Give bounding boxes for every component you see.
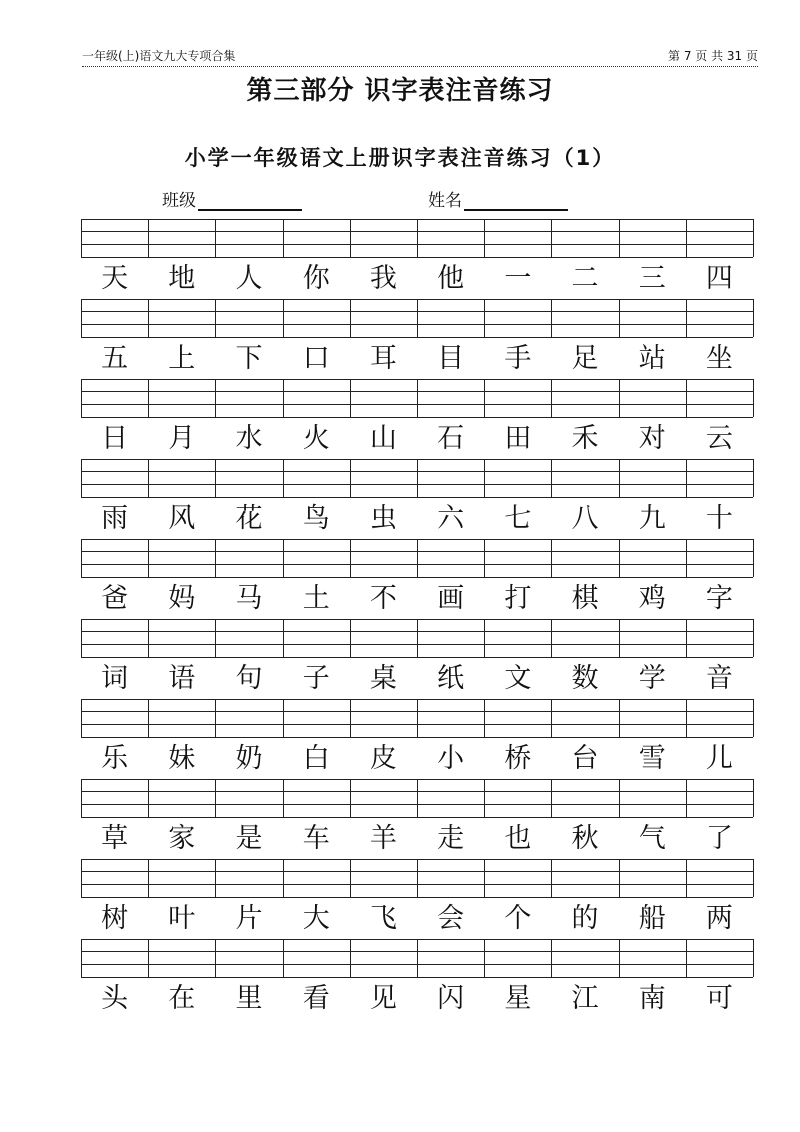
band-cell-divider: [686, 539, 687, 577]
hanzi-character: 妹: [168, 743, 196, 774]
hanzi-character: 家: [168, 823, 196, 854]
band-guide-line: [81, 417, 753, 418]
hanzi-character: 小: [437, 743, 465, 774]
band-cell-divider: [686, 459, 687, 497]
band-cell-divider: [283, 939, 284, 977]
hanzi-character: 坐: [705, 343, 733, 374]
hanzi-character: 个: [504, 903, 532, 934]
band-cell-divider: [619, 539, 620, 577]
pinyin-writing-band[interactable]: [81, 619, 753, 657]
band-cell-divider: [417, 299, 418, 337]
band-cell-divider: [551, 539, 552, 577]
hanzi-character: 看: [302, 983, 330, 1014]
hanzi-character: 会: [437, 903, 465, 934]
band-cell-divider: [283, 459, 284, 497]
hanzi-character: 八: [571, 503, 599, 534]
hanzi-character: 数: [571, 663, 599, 694]
hanzi-character: 羊: [369, 823, 397, 854]
band-cell-divider: [686, 779, 687, 817]
hanzi-character: 走: [437, 823, 465, 854]
band-cell-divider: [350, 779, 351, 817]
band-cell-divider: [417, 379, 418, 417]
band-cell-divider: [283, 859, 284, 897]
hanzi-character: 四: [705, 263, 733, 294]
hanzi-character: 棋: [571, 583, 599, 614]
pinyin-writing-band[interactable]: [81, 859, 753, 897]
hanzi-character: 飞: [369, 903, 397, 934]
band-guide-line: [81, 577, 753, 578]
band-cell-divider: [484, 219, 485, 257]
hanzi-character: 下: [235, 343, 263, 374]
pinyin-writing-band[interactable]: [81, 779, 753, 817]
hanzi-character: 九: [638, 503, 666, 534]
hanzi-character: 爸: [101, 583, 129, 614]
band-cell-divider: [417, 539, 418, 577]
band-cell-divider: [148, 699, 149, 737]
hanzi-character: 纸: [437, 663, 465, 694]
band-cell-divider: [215, 219, 216, 257]
hanzi-character: 桥: [504, 743, 532, 774]
band-cell-divider: [283, 699, 284, 737]
hanzi-character: 两: [705, 903, 733, 934]
band-cell-divider: [81, 379, 82, 417]
hanzi-character: 目: [437, 343, 465, 374]
hanzi-character: 妈: [168, 583, 196, 614]
hanzi-character: 树: [101, 903, 129, 934]
band-cell-divider: [215, 779, 216, 817]
hanzi-character: 儿: [705, 743, 733, 774]
band-cell-divider: [484, 939, 485, 977]
band-cell-divider: [148, 299, 149, 337]
character-row: [81, 579, 753, 619]
character-row: [81, 259, 753, 299]
hanzi-character: 耳: [369, 343, 397, 374]
band-cell-divider: [753, 379, 754, 417]
hanzi-character: 里: [235, 983, 263, 1014]
band-cell-divider: [619, 859, 620, 897]
band-cell-divider: [350, 539, 351, 577]
band-cell-divider: [417, 619, 418, 657]
band-cell-divider: [148, 619, 149, 657]
band-cell-divider: [619, 619, 620, 657]
band-cell-divider: [350, 459, 351, 497]
band-cell-divider: [215, 539, 216, 577]
band-cell-divider: [484, 619, 485, 657]
band-cell-divider: [148, 939, 149, 977]
band-cell-divider: [753, 859, 754, 897]
band-cell-divider: [81, 219, 82, 257]
character-row: [81, 339, 753, 379]
class-label: 班级: [162, 191, 196, 211]
section-title: 第三部分 识字表注音练习: [246, 76, 554, 106]
band-cell-divider: [283, 539, 284, 577]
band-cell-divider: [148, 219, 149, 257]
band-cell-divider: [551, 459, 552, 497]
hanzi-character: 口: [302, 343, 330, 374]
hanzi-character: 一: [504, 263, 532, 294]
hanzi-character: 马: [235, 583, 263, 614]
band-cell-divider: [215, 699, 216, 737]
pinyin-writing-band[interactable]: [81, 299, 753, 337]
band-cell-divider: [753, 779, 754, 817]
band-cell-divider: [484, 859, 485, 897]
hanzi-character: 人: [235, 263, 263, 294]
hanzi-character: 对: [638, 423, 666, 454]
band-cell-divider: [148, 779, 149, 817]
hanzi-character: 片: [235, 903, 263, 934]
band-cell-divider: [417, 939, 418, 977]
band-guide-line: [81, 497, 753, 498]
header-page-number: 第 7 页 共 31 页: [668, 49, 758, 63]
hanzi-character: 是: [235, 823, 263, 854]
hanzi-character: 见: [369, 983, 397, 1014]
band-cell-divider: [148, 459, 149, 497]
hanzi-character: 字: [705, 583, 733, 614]
hanzi-character: 鸟: [302, 503, 330, 534]
hanzi-character: 不: [369, 583, 397, 614]
pinyin-writing-band[interactable]: [81, 939, 753, 977]
hanzi-character: 闪: [437, 983, 465, 1014]
hanzi-character: 六: [437, 503, 465, 534]
band-cell-divider: [215, 459, 216, 497]
band-cell-divider: [686, 859, 687, 897]
hanzi-character: 鸡: [638, 583, 666, 614]
character-row: [81, 659, 753, 699]
hanzi-character: 手: [504, 343, 532, 374]
band-cell-divider: [619, 219, 620, 257]
band-cell-divider: [551, 779, 552, 817]
band-cell-divider: [350, 619, 351, 657]
band-cell-divider: [484, 379, 485, 417]
hanzi-character: 南: [638, 983, 666, 1014]
band-cell-divider: [551, 299, 552, 337]
character-row: [81, 739, 753, 779]
hanzi-character: 了: [705, 823, 733, 854]
character-row: [81, 899, 753, 939]
hanzi-character: 石: [437, 423, 465, 454]
band-guide-line: [81, 817, 753, 818]
hanzi-character: 乐: [101, 743, 129, 774]
band-cell-divider: [81, 779, 82, 817]
character-row: [81, 499, 753, 539]
hanzi-character: 学: [638, 663, 666, 694]
hanzi-character: 也: [504, 823, 532, 854]
band-cell-divider: [619, 299, 620, 337]
band-cell-divider: [215, 859, 216, 897]
character-row: [81, 419, 753, 459]
band-cell-divider: [81, 939, 82, 977]
hanzi-character: 画: [437, 583, 465, 614]
hanzi-character: 句: [235, 663, 263, 694]
pinyin-writing-band[interactable]: [81, 219, 753, 257]
name-label: 姓名: [428, 191, 462, 211]
hanzi-character: 奶: [235, 743, 263, 774]
band-cell-divider: [619, 939, 620, 977]
band-cell-divider: [484, 459, 485, 497]
hanzi-character: 禾: [571, 423, 599, 454]
hanzi-character: 在: [168, 983, 196, 1014]
hanzi-character: 站: [638, 343, 666, 374]
hanzi-character: 江: [571, 983, 599, 1014]
hanzi-character: 的: [571, 903, 599, 934]
band-cell-divider: [148, 539, 149, 577]
hanzi-character: 叶: [168, 903, 196, 934]
hanzi-character: 足: [571, 343, 599, 374]
hanzi-character: 大: [302, 903, 330, 934]
band-cell-divider: [81, 859, 82, 897]
hanzi-character: 日: [101, 423, 129, 454]
band-cell-divider: [551, 939, 552, 977]
band-cell-divider: [81, 619, 82, 657]
pinyin-writing-band[interactable]: [81, 699, 753, 737]
hanzi-character: 白: [302, 743, 330, 774]
band-cell-divider: [686, 939, 687, 977]
band-cell-divider: [283, 299, 284, 337]
band-cell-divider: [417, 219, 418, 257]
hanzi-character: 雨: [101, 503, 129, 534]
hanzi-character: 月: [168, 423, 196, 454]
band-cell-divider: [215, 379, 216, 417]
band-cell-divider: [81, 699, 82, 737]
header-book-title: 一年级(上)语文九大专项合集: [82, 49, 236, 63]
character-row: [81, 979, 753, 1019]
hanzi-character: 七: [504, 503, 532, 534]
band-cell-divider: [551, 619, 552, 657]
pinyin-writing-band[interactable]: [81, 539, 753, 577]
band-cell-divider: [484, 779, 485, 817]
hanzi-character: 车: [302, 823, 330, 854]
hanzi-character: 云: [705, 423, 733, 454]
hanzi-character: 我: [369, 263, 397, 294]
band-cell-divider: [686, 699, 687, 737]
pinyin-writing-band[interactable]: [81, 459, 753, 497]
pinyin-writing-band[interactable]: [81, 379, 753, 417]
band-cell-divider: [417, 459, 418, 497]
band-cell-divider: [350, 939, 351, 977]
worksheet-title: 小学一年级语文上册识字表注音练习（1）: [184, 146, 616, 170]
hanzi-character: 上: [168, 343, 196, 374]
band-cell-divider: [350, 219, 351, 257]
hanzi-character: 词: [101, 663, 129, 694]
hanzi-character: 水: [235, 423, 263, 454]
character-row: [81, 819, 753, 859]
hanzi-character: 头: [101, 983, 129, 1014]
hanzi-character: 气: [638, 823, 666, 854]
band-cell-divider: [148, 859, 149, 897]
band-cell-divider: [283, 619, 284, 657]
band-cell-divider: [350, 379, 351, 417]
band-cell-divider: [215, 619, 216, 657]
band-cell-divider: [551, 219, 552, 257]
hanzi-character: 风: [168, 503, 196, 534]
band-cell-divider: [350, 299, 351, 337]
hanzi-character: 子: [302, 663, 330, 694]
band-cell-divider: [484, 699, 485, 737]
band-cell-divider: [686, 619, 687, 657]
hanzi-character: 皮: [369, 743, 397, 774]
hanzi-character: 语: [168, 663, 196, 694]
band-cell-divider: [619, 379, 620, 417]
hanzi-character: 三: [638, 263, 666, 294]
hanzi-character: 田: [504, 423, 532, 454]
hanzi-character: 二: [571, 263, 599, 294]
band-cell-divider: [753, 939, 754, 977]
hanzi-character: 船: [638, 903, 666, 934]
hanzi-character: 虫: [369, 503, 397, 534]
band-cell-divider: [619, 699, 620, 737]
band-guide-line: [81, 257, 753, 258]
hanzi-character: 你: [302, 263, 330, 294]
band-cell-divider: [686, 379, 687, 417]
band-cell-divider: [350, 699, 351, 737]
hanzi-character: 星: [504, 983, 532, 1014]
band-guide-line: [81, 657, 753, 658]
band-cell-divider: [350, 859, 351, 897]
hanzi-character: 雪: [638, 743, 666, 774]
band-cell-divider: [686, 219, 687, 257]
band-cell-divider: [417, 699, 418, 737]
hanzi-character: 可: [705, 983, 733, 1014]
band-cell-divider: [753, 539, 754, 577]
band-cell-divider: [417, 779, 418, 817]
hanzi-character: 天: [101, 263, 129, 294]
hanzi-character: 桌: [369, 663, 397, 694]
band-cell-divider: [148, 379, 149, 417]
band-cell-divider: [551, 379, 552, 417]
band-cell-divider: [551, 859, 552, 897]
hanzi-character: 地: [168, 263, 196, 294]
hanzi-character: 秋: [571, 823, 599, 854]
band-guide-line: [81, 737, 753, 738]
hanzi-character: 十: [705, 503, 733, 534]
band-guide-line: [81, 337, 753, 338]
hanzi-character: 火: [302, 423, 330, 454]
hanzi-character: 台: [571, 743, 599, 774]
band-cell-divider: [753, 459, 754, 497]
band-cell-divider: [81, 539, 82, 577]
hanzi-character: 草: [101, 823, 129, 854]
band-cell-divider: [753, 219, 754, 257]
band-cell-divider: [283, 379, 284, 417]
band-cell-divider: [686, 299, 687, 337]
band-cell-divider: [215, 939, 216, 977]
band-guide-line: [81, 977, 753, 978]
hanzi-character: 土: [302, 583, 330, 614]
hanzi-character: 文: [504, 663, 532, 694]
band-cell-divider: [215, 299, 216, 337]
hanzi-character: 音: [705, 663, 733, 694]
band-cell-divider: [753, 699, 754, 737]
hanzi-character: 山: [369, 423, 397, 454]
band-cell-divider: [619, 779, 620, 817]
band-cell-divider: [484, 539, 485, 577]
band-cell-divider: [81, 299, 82, 337]
band-cell-divider: [753, 619, 754, 657]
band-cell-divider: [283, 219, 284, 257]
hanzi-character: 五: [101, 343, 129, 374]
band-cell-divider: [81, 459, 82, 497]
hanzi-character: 打: [504, 583, 532, 614]
hanzi-character: 他: [437, 263, 465, 294]
band-cell-divider: [619, 459, 620, 497]
band-cell-divider: [283, 779, 284, 817]
band-cell-divider: [484, 299, 485, 337]
band-guide-line: [81, 897, 753, 898]
hanzi-character: 花: [235, 503, 263, 534]
band-cell-divider: [551, 699, 552, 737]
band-cell-divider: [753, 299, 754, 337]
band-cell-divider: [417, 859, 418, 897]
